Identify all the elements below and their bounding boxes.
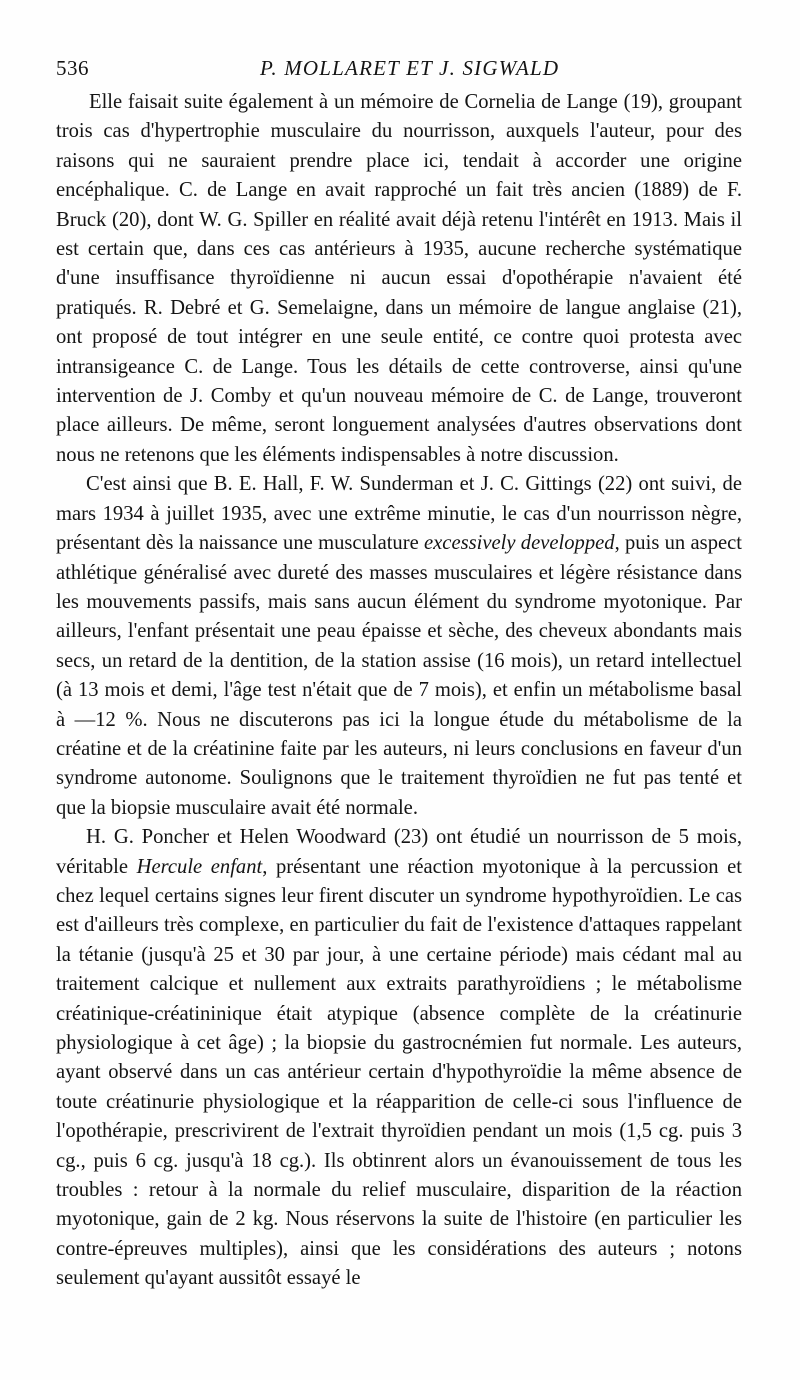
paragraph-2-text-b: , puis un aspect athlétique généralisé avec dureté des masses musculaires et légère résistance dans les mouvements passifs, mais sans aucun élément du syndrome myotonique. Par ailleurs, l'enfant présentait une peau épaisse et sèche, des cheveux abondants mais secs, un retard de la dentition, de la station assise (16 mois), un retard intellectuel (à 13 mois et demi, l'âge test n'était que de 7 mois), et enfin un métabolisme basal à —12 %. Nous ne discuterons pas ici la longue étude du métabolisme de la créatine et de la créatinine faite par les auteurs, ni leurs conclusions en faveur d'un syndrome autonome. Soulignons que le traitement thyroïdien ne fut pas tenté et que la biopsie musculaire avait été normale. bbox=[56, 532, 742, 819]
paragraph-3-text-a: H. G. Poncher et Helen Woodward (23) ont étudié un nourrisson de 5 mois, véritable bbox=[56, 826, 742, 878]
paragraph-1-text: Elle faisait suite également à un mémoire de Cornelia de Lange (19), groupant trois cas d'hypertrophie musculaire du nourrisson, auxquels l'auteur, pour des raisons qui ne sauraient prendre place ici, tendait à accorder une origine encéphalique. C. de Lange en avait rapproché un fait très ancien (1889) de F. Bruck (20), dont W. G. Spiller en réalité avait déjà retenu l'intérêt en 1913. Mais il est certain que, dans ces cas antérieurs à 1935, aucune recherche systématique d'une insuffisance thyroïdienne ni aucun essai d'opothérapie n'avaient été pratiqués. R. Debré et G. Semelaigne, dans un mémoire de langue anglaise (21), ont proposé de tout intégrer en une seule entité, ce contre quoi protesta avec intransigeance C. de Lange. Tous les détails de cette controverse, ainsi qu'une intervention de J. Comby et qu'un nouveau mémoire de C. de Lange, trouveront place ailleurs. De même, seront longuement analysées d'autres observations dont nous ne retenons que les éléments indispensables à notre discussion. bbox=[56, 91, 742, 466]
paragraph-2 bbox=[56, 470, 742, 823]
paragraph-1 bbox=[56, 88, 742, 470]
page-header bbox=[56, 56, 746, 86]
paragraph-2-italic-term: excessively developped bbox=[424, 532, 615, 555]
body-text bbox=[56, 88, 742, 1294]
page-number: 536 bbox=[56, 56, 89, 80]
paragraph-3-italic-term: Hercule enfant bbox=[136, 855, 263, 878]
paragraph-3-text-b: , présentant une réaction myotonique à la percussion et chez lequel certains signes leur firent discuter un syndrome hypothyroïdien. Le cas est d'ailleurs très complexe, en particulier du fait de l'existence d'attaques rappelant la tétanie (jusqu'à 25 et 30 par jour, à une certaine période) mais cédant mal au traitement calcique et nullement aux extraits parathyroïdiens ; le métabolisme créatinique-créatininique était atypique (absence complète de la créatinurie physiologique à cet âge) ; la biopsie du gastrocnémien fut normale. Les auteurs, ayant observé dans un cas antérieur certain d'hypothyroïdie la même absence de toute créatinurie physiologique et la réapparition de celle-ci sous l'influence de l'opothérapie, prescrivirent de l'extrait thyroïdien pendant un mois (1,5 cg. puis 3 cg., puis 6 cg. jusqu'à 18 cg.). Ils obtinrent alors un évanouissement de tous les troubles : retour à la normale du relief musculaire, disparition de la réaction myotonique, gain de 2 kg. Nous réservons la suite de l'histoire (en particulier les contre-épreuves multiples), ainsi que les considérations des auteurs ; notons seulement qu'ayant aussitôt essayé le bbox=[56, 855, 743, 1290]
running-head: P. MOLLARET ET J. SIGWALD bbox=[260, 56, 560, 80]
paragraph-2-text-a: C'est ainsi que B. E. Hall, F. W. Sunderman et J. C. Gittings (22) ont suivi, de mars 1934 à juillet 1935, avec une extrême minutie, le cas d'un nourrisson nègre, présentant dès la naissance une musculature bbox=[56, 473, 742, 555]
paragraph-3 bbox=[56, 823, 742, 1294]
